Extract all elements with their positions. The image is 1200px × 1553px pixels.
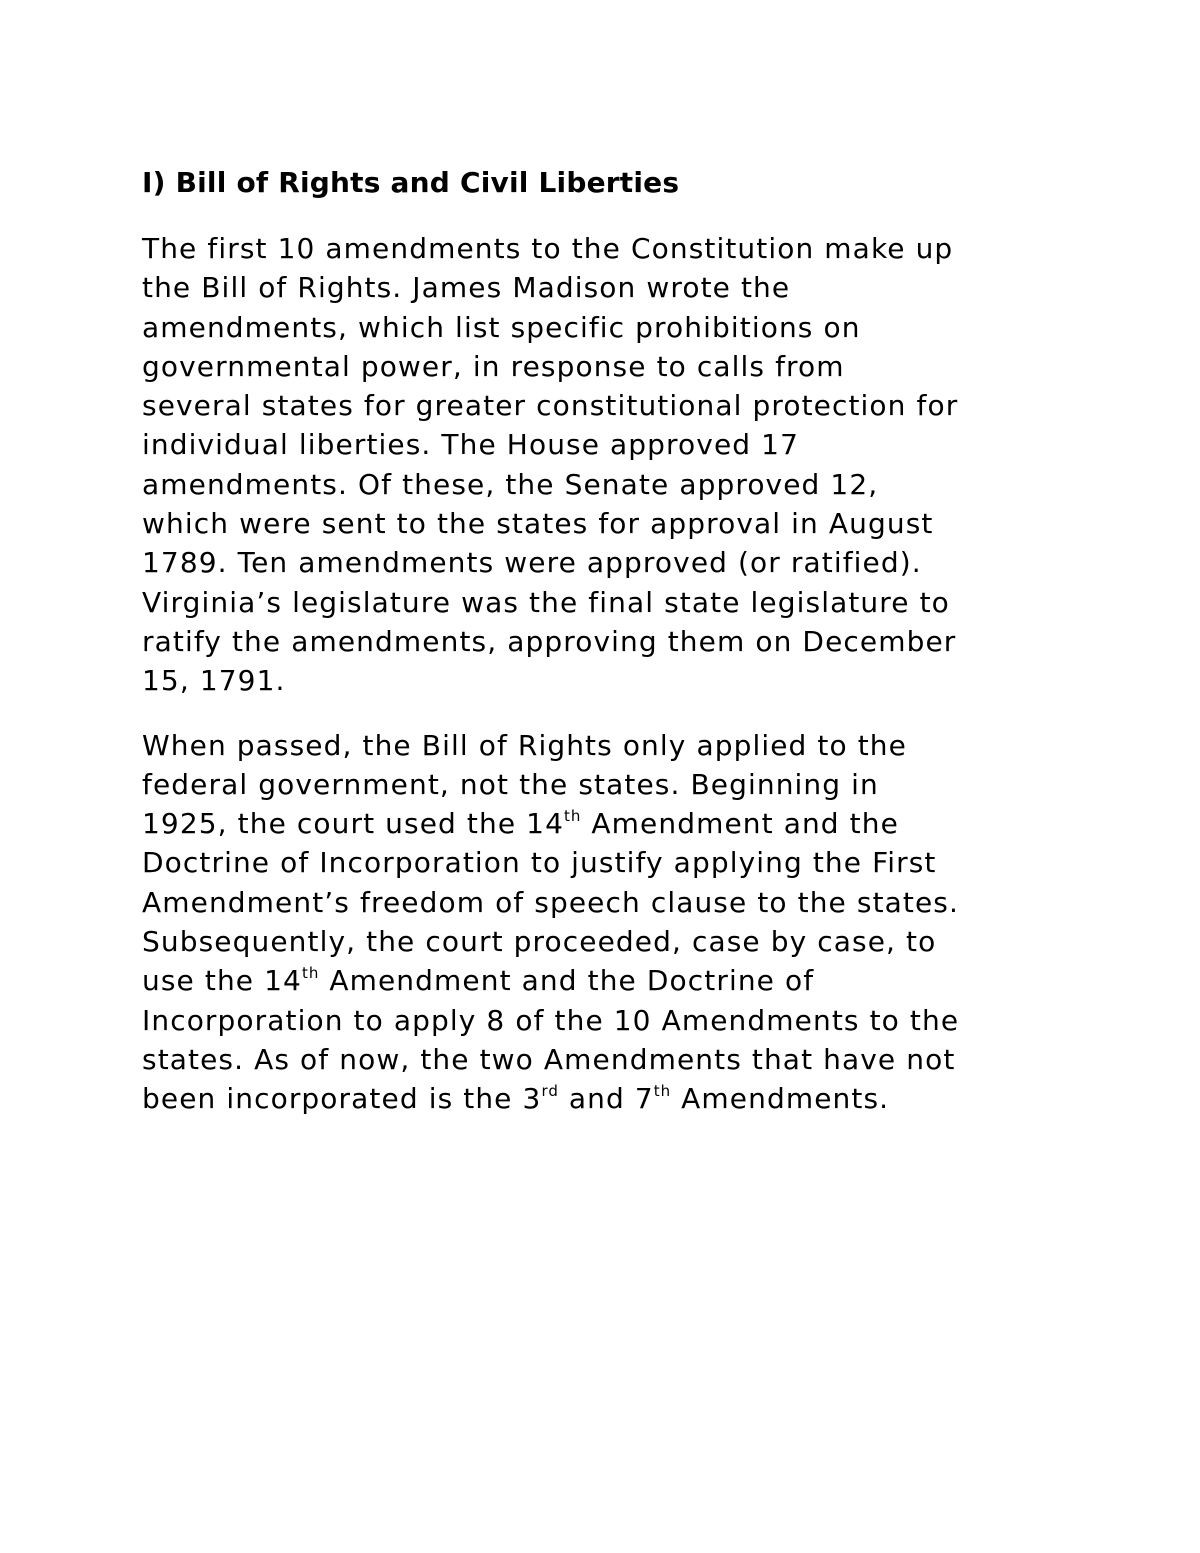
text-line: Subsequently, the court proceeded, case by case, to <box>142 925 937 959</box>
text-segment: and 7 <box>558 1082 654 1116</box>
text-line: Virginia’s legislature was the final state legislature to <box>142 585 950 619</box>
text-line: the Bill of Rights. James Madison wrote the <box>142 271 791 305</box>
text-line: federal government, not the states. Beginning in <box>142 767 879 801</box>
ordinal-superscript: th <box>653 1082 672 1101</box>
paragraph-incorporation <box>142 726 1072 1119</box>
ordinal-superscript: th <box>564 807 582 826</box>
document-body <box>142 163 1072 1144</box>
text-line: The first 10 amendments to the Constitution make up <box>142 232 954 265</box>
text-line <box>142 1079 1072 1118</box>
text-segment: been incorporated is the 3 <box>142 1082 542 1116</box>
text-line: 1789. Ten amendments were approved (or ratified). <box>142 546 922 580</box>
text-line <box>142 961 1072 1000</box>
text-line: Incorporation to apply 8 of the 10 Amendments to the <box>142 1003 960 1037</box>
section-heading: I) Bill of Rights and Civil Liberties <box>142 166 680 199</box>
text-line <box>142 804 1072 843</box>
ordinal-superscript: th <box>301 964 320 983</box>
text-line: which were sent to the states for approval in August <box>142 507 934 541</box>
text-line: 15, 1791. <box>142 664 286 698</box>
text-line: individual liberties. The House approved 17 <box>142 428 799 462</box>
text-segment: Amendment and the Doctrine of <box>319 964 815 998</box>
text-line: governmental power, in response to calls from <box>142 349 845 383</box>
text-line: states. As of now, the two Amendments that have not <box>142 1042 956 1076</box>
text-segment: use the 14 <box>142 964 302 998</box>
text-line: When passed, the Bill of Rights only applied to the <box>142 728 907 762</box>
paragraph-bill-of-rights-history <box>142 229 1072 701</box>
text-line: amendments, which list specific prohibitions on <box>142 310 861 344</box>
text-segment: 1925, the court used the 14 <box>142 807 564 841</box>
text-line: Doctrine of Incorporation to justify applying the First <box>142 846 937 880</box>
text-line: Amendment’s freedom of speech clause to the states. <box>142 885 959 919</box>
text-segment: Amendment and the <box>581 807 899 841</box>
ordinal-superscript: rd <box>541 1082 559 1101</box>
text-line: ratify the amendments, approving them on December <box>142 624 957 658</box>
text-line: several states for greater constitutional protection for <box>142 389 959 423</box>
text-line: amendments. Of these, the Senate approved 12, <box>142 467 879 501</box>
text-segment: Amendments. <box>671 1082 890 1116</box>
